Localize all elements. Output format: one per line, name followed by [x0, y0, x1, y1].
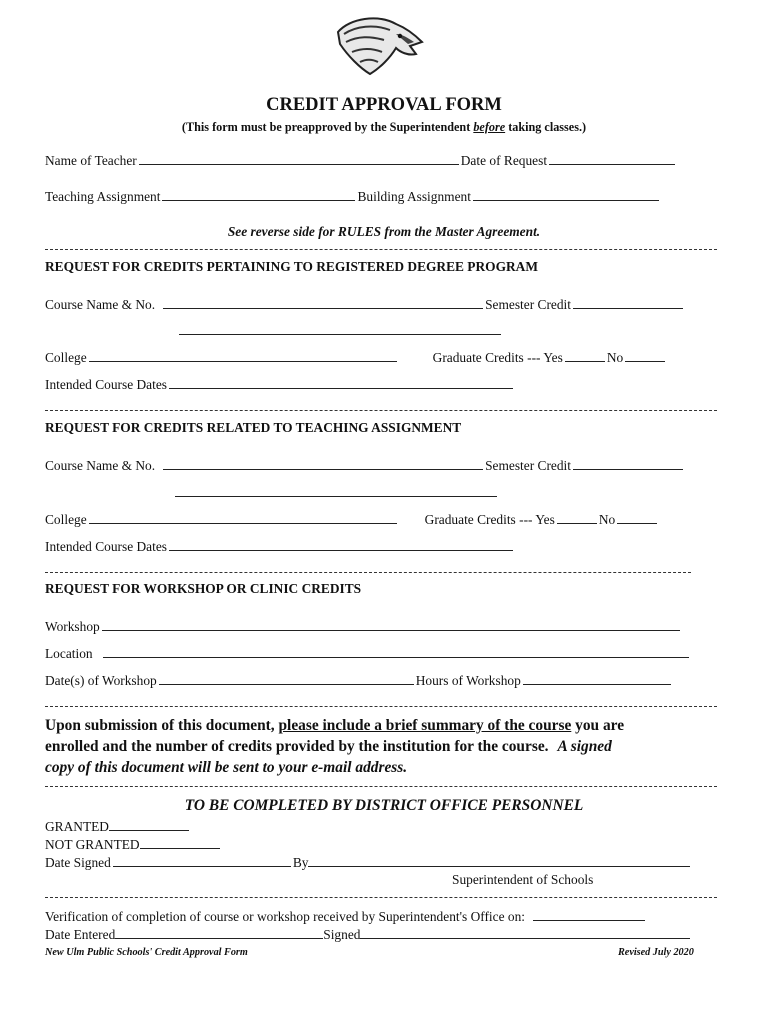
signed-field[interactable] [360, 926, 690, 939]
degree-college-field[interactable] [89, 349, 397, 362]
verification-row: Verification of completion of course or workshop received by Superintendent's Office on: [45, 908, 647, 925]
granted-field[interactable] [109, 818, 189, 831]
teaching-college-row: College Graduate Credits --- Yes No [45, 511, 659, 528]
degree-course-field-2[interactable] [179, 322, 501, 335]
date-entered-row: Date Entered Signed [45, 926, 690, 943]
teaching-dates-row: Intended Course Dates [45, 538, 515, 555]
workshop-dates-row: Date(s) of Workshop Hours of Workshop [45, 672, 673, 689]
degree-grad-yes-field[interactable] [565, 349, 605, 362]
teacher-name-row: Name of Teacher Date of Request [45, 152, 677, 169]
eagle-logo [330, 12, 426, 76]
divider [45, 572, 691, 573]
granted-row: GRANTED [45, 818, 189, 835]
location-field[interactable] [103, 645, 689, 658]
form-subtitle: (This form must be preapproved by the Superintendent before taking classes.) [181, 120, 587, 134]
degree-semester-field[interactable] [573, 296, 683, 309]
divider [45, 706, 717, 707]
submission-line-3: copy of this document will be sent to your e-mail address. [45, 759, 408, 776]
superintendent-label: Superintendent of Schools [452, 872, 594, 887]
verification-date-field[interactable] [533, 908, 645, 921]
divider [45, 410, 717, 411]
divider [45, 897, 717, 898]
rules-note: See reverse side for RULES from the Master Agreement. [227, 224, 541, 239]
submission-line-1: Upon submission of this document, please include a brief summary of the course you are [45, 717, 625, 734]
date-entered-field[interactable] [115, 926, 323, 939]
teaching-section-heading: REQUEST FOR CREDITS RELATED TO TEACHING ASSIGNMENT [45, 420, 462, 435]
degree-college-row: College Graduate Credits --- Yes No [45, 349, 667, 366]
workshop-dates-field[interactable] [159, 672, 414, 685]
teaching-college-field[interactable] [89, 511, 397, 524]
date-signed-field[interactable] [113, 854, 291, 867]
workshop-hours-field[interactable] [523, 672, 671, 685]
workshop-section-heading: REQUEST FOR WORKSHOP OR CLINIC CREDITS [45, 581, 362, 596]
workshop-row: Workshop [45, 618, 682, 635]
form-title: CREDIT APPROVAL FORM [266, 95, 502, 115]
divider [45, 786, 717, 787]
location-row: Location [45, 645, 691, 662]
footer-left: New Ulm Public Schools' Credit Approval Form [45, 947, 248, 958]
date-signed-row: Date Signed By [45, 854, 690, 871]
workshop-field[interactable] [102, 618, 680, 631]
degree-dates-row: Intended Course Dates [45, 376, 515, 393]
teaching-dates-field[interactable] [169, 538, 513, 551]
teaching-grad-yes-field[interactable] [557, 511, 597, 524]
teaching-semester-field[interactable] [573, 457, 683, 470]
degree-grad-no-field[interactable] [625, 349, 665, 362]
assignment-row: Teaching Assignment Building Assignment [45, 188, 661, 205]
teaching-assignment-field[interactable] [162, 188, 355, 201]
date-of-request-field[interactable] [549, 152, 675, 165]
not-granted-field[interactable] [140, 836, 220, 849]
by-field[interactable] [308, 854, 690, 867]
teaching-course-row: Course Name & No. Semester Credit [45, 457, 685, 474]
teaching-course-field-2[interactable] [175, 484, 497, 497]
degree-course-row: Course Name & No. Semester Credit [45, 296, 685, 313]
divider [45, 249, 717, 250]
degree-dates-field[interactable] [169, 376, 513, 389]
teacher-name-field[interactable] [139, 152, 459, 165]
degree-section-heading: REQUEST FOR CREDITS PERTAINING TO REGISTERED DEGREE PROGRAM [45, 259, 538, 274]
footer-right: Revised July 2020 [618, 947, 694, 958]
degree-course-field[interactable] [163, 296, 483, 309]
office-heading: TO BE COMPLETED BY DISTRICT OFFICE PERSONNEL [184, 797, 584, 814]
building-assignment-field[interactable] [473, 188, 659, 201]
teaching-grad-no-field[interactable] [617, 511, 657, 524]
not-granted-row: NOT GRANTED [45, 836, 220, 853]
submission-line-2: enrolled and the number of credits provided by the institution for the course. A signed [45, 738, 612, 755]
teaching-course-field[interactable] [163, 457, 483, 470]
